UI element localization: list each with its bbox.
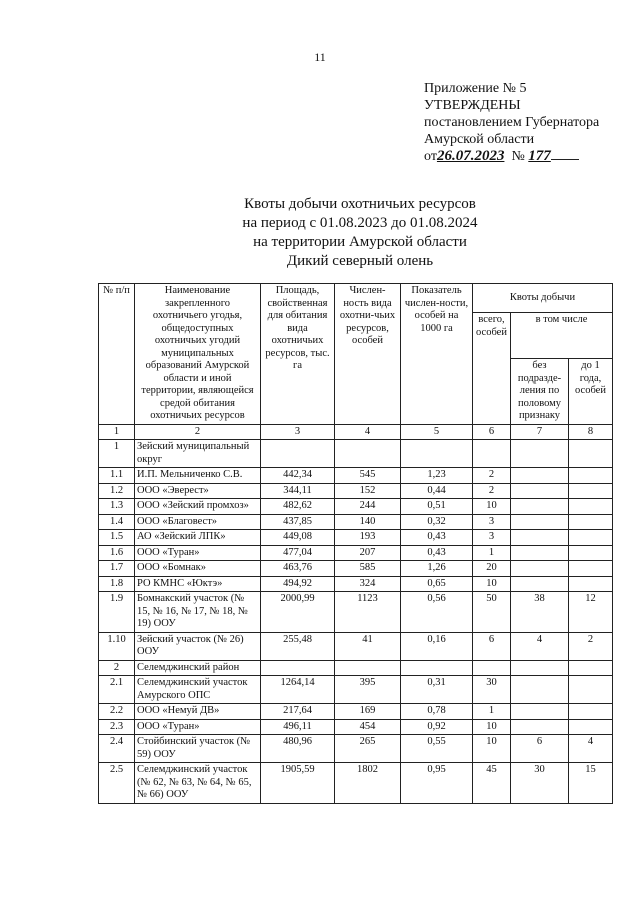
row-population: 244 (335, 499, 401, 515)
row-area (261, 440, 335, 468)
row-name: Селемджинский участок (№ 62, № 63, № 64, № 65, № 66) ООУ (135, 763, 261, 804)
row-name: И.П. Мельниченко С.В. (135, 468, 261, 484)
row-population: 545 (335, 468, 401, 484)
row-quota-under-one (569, 483, 613, 499)
column-number: 5 (401, 424, 473, 440)
row-area: 1264,14 (261, 676, 335, 704)
row-quota-under-one (569, 514, 613, 530)
row-area: 480,96 (261, 735, 335, 763)
row-name: ООО «Зейский промхоз» (135, 499, 261, 515)
row-density: 1,26 (401, 561, 473, 577)
row-quota-no-sex (511, 499, 569, 515)
table-row (99, 499, 613, 515)
row-population: 585 (335, 561, 401, 577)
row-number: 1.6 (99, 545, 135, 561)
row-area: 2000,99 (261, 592, 335, 633)
row-density: 0,95 (401, 763, 473, 804)
row-name: РО КМНС «Юктэ» (135, 576, 261, 592)
row-quota-total: 45 (473, 763, 511, 804)
row-quota-total: 20 (473, 561, 511, 577)
row-area: 494,92 (261, 576, 335, 592)
row-quota-under-one: 12 (569, 592, 613, 633)
approval-block (424, 80, 599, 165)
column-number: 4 (335, 424, 401, 440)
row-area: 463,76 (261, 561, 335, 577)
column-number: 1 (99, 424, 135, 440)
row-number: 2.3 (99, 719, 135, 735)
row-number: 2.5 (99, 763, 135, 804)
row-area: 442,34 (261, 468, 335, 484)
row-population: 169 (335, 704, 401, 720)
row-density: 0,16 (401, 632, 473, 660)
row-area: 437,85 (261, 514, 335, 530)
approved-label: УТВЕРЖДЕНЫ (424, 98, 521, 113)
row-quota-no-sex (511, 704, 569, 720)
row-number: 1.10 (99, 632, 135, 660)
row-name: ООО «Немуй ДВ» (135, 704, 261, 720)
row-number: 1.5 (99, 530, 135, 546)
row-density: 0,31 (401, 676, 473, 704)
row-population: 1802 (335, 763, 401, 804)
row-population (335, 440, 401, 468)
row-name: Селемджинский участок Амурского ОПС (135, 676, 261, 704)
row-population: 140 (335, 514, 401, 530)
row-population: 395 (335, 676, 401, 704)
row-quota-no-sex (511, 530, 569, 546)
row-quota-under-one (569, 561, 613, 577)
row-name: Селемджинский район (135, 660, 261, 676)
row-quota-total (473, 440, 511, 468)
header-population: Числен-ность вида охотни-чьих ресурсов, особей (335, 284, 401, 425)
header-no-sex: без подразде-ления по половому признаку (511, 359, 569, 425)
row-population: 41 (335, 632, 401, 660)
row-quota-no-sex (511, 545, 569, 561)
row-density: 0,51 (401, 499, 473, 515)
row-density: 0,56 (401, 592, 473, 633)
row-quota-under-one: 15 (569, 763, 613, 804)
row-number: 2 (99, 660, 135, 676)
row-population: 1123 (335, 592, 401, 633)
date-number-line (424, 148, 599, 165)
row-name: ООО «Бомнак» (135, 561, 261, 577)
table-row (99, 676, 613, 704)
header-area: Площадь, свойственная для обитания вида охотничьих ресурсов, тыс. га (261, 284, 335, 425)
row-quota-under-one (569, 530, 613, 546)
row-density: 0,43 (401, 545, 473, 561)
row-number: 1.4 (99, 514, 135, 530)
row-quota-no-sex (511, 440, 569, 468)
row-quota-under-one (569, 499, 613, 515)
row-name: Бомнакский участок (№ 15, № 16, № 17, № 18, № 19) ООУ (135, 592, 261, 633)
row-area: 477,04 (261, 545, 335, 561)
number-label: № (511, 149, 525, 164)
row-name: АО «Зейский ЛПК» (135, 530, 261, 546)
row-quota-no-sex: 30 (511, 763, 569, 804)
row-area: 449,08 (261, 530, 335, 546)
row-name: Зейский муниципальный округ (135, 440, 261, 468)
page-number: 11 (314, 50, 326, 64)
table-row (99, 576, 613, 592)
row-quota-total: 2 (473, 483, 511, 499)
row-area: 496,11 (261, 719, 335, 735)
row-population: 193 (335, 530, 401, 546)
table-row (99, 632, 613, 660)
document-title (0, 195, 640, 271)
row-area: 217,64 (261, 704, 335, 720)
handwritten-date: 26.07.2023 (436, 148, 505, 164)
row-number: 2.4 (99, 735, 135, 763)
row-quota-under-one (569, 440, 613, 468)
row-quota-under-one (569, 676, 613, 704)
table-row (99, 514, 613, 530)
appendix-label: Приложение № 5 (424, 81, 527, 96)
title-line-3: на территории Амурской области (253, 234, 467, 250)
table-row (99, 440, 613, 468)
handwritten-number: 177 (528, 148, 551, 164)
row-density: 0,78 (401, 704, 473, 720)
row-density: 0,32 (401, 514, 473, 530)
row-quota-total: 2 (473, 468, 511, 484)
row-quota-total: 3 (473, 514, 511, 530)
row-quota-total: 10 (473, 719, 511, 735)
header-name: Наименование закрепленного охотничьего угодья, общедоступных охотничьих угодий муниципальных образований Амурской области и иной территории, являющейся средой обитания охотничьих ресурсов (135, 284, 261, 425)
table-row (99, 592, 613, 633)
row-population: 454 (335, 719, 401, 735)
row-quota-total: 1 (473, 704, 511, 720)
table-row (99, 719, 613, 735)
row-quota-total: 10 (473, 499, 511, 515)
row-area: 255,48 (261, 632, 335, 660)
row-number: 1.1 (99, 468, 135, 484)
row-density: 0,92 (401, 719, 473, 735)
row-quota-total: 30 (473, 676, 511, 704)
table-row (99, 660, 613, 676)
row-quota-no-sex (511, 468, 569, 484)
column-number: 6 (473, 424, 511, 440)
header-total: всего, особей (473, 313, 511, 425)
row-quota-no-sex (511, 561, 569, 577)
row-number: 2.1 (99, 676, 135, 704)
row-quota-under-one (569, 576, 613, 592)
row-quota-total: 3 (473, 530, 511, 546)
from-label: от (424, 149, 437, 164)
table-row (99, 561, 613, 577)
title-line-4: Дикий северный олень (286, 253, 434, 269)
row-quota-total: 6 (473, 632, 511, 660)
row-quota-no-sex (511, 514, 569, 530)
row-quota-no-sex (511, 576, 569, 592)
row-number: 2.2 (99, 704, 135, 720)
row-density: 1,23 (401, 468, 473, 484)
row-quota-under-one (569, 660, 613, 676)
table-row (99, 468, 613, 484)
row-quota-under-one (569, 719, 613, 735)
column-number: 8 (569, 424, 613, 440)
row-quota-under-one (569, 704, 613, 720)
row-area: 344,11 (261, 483, 335, 499)
row-number: 1.8 (99, 576, 135, 592)
title-line-1: Квоты добычи охотничьих ресурсов (244, 196, 476, 212)
row-density (401, 440, 473, 468)
row-quota-total: 10 (473, 576, 511, 592)
row-population: 207 (335, 545, 401, 561)
table-row (99, 530, 613, 546)
row-population: 324 (335, 576, 401, 592)
header-under-one: до 1 года, особей (569, 359, 613, 425)
quota-table (98, 283, 613, 804)
row-quota-under-one (569, 545, 613, 561)
row-density: 0,44 (401, 483, 473, 499)
table-row (99, 545, 613, 561)
row-name: ООО «Благовест» (135, 514, 261, 530)
table-row (99, 483, 613, 499)
row-name: Стойбинский участок (№ 59) ООУ (135, 735, 261, 763)
row-density: 0,65 (401, 576, 473, 592)
row-quota-total: 10 (473, 735, 511, 763)
row-quota-no-sex: 38 (511, 592, 569, 633)
row-name: ООО «Туран» (135, 719, 261, 735)
title-line-2: на период с 01.08.2023 до 01.08.2024 (242, 215, 478, 231)
row-quota-no-sex: 4 (511, 632, 569, 660)
row-quota-under-one (569, 468, 613, 484)
row-quota-total: 50 (473, 592, 511, 633)
row-density: 0,55 (401, 735, 473, 763)
region-label: Амурской области (424, 132, 535, 147)
header-including: в том числе (511, 313, 613, 359)
row-quota-no-sex (511, 719, 569, 735)
row-density (401, 660, 473, 676)
row-number: 1.3 (99, 499, 135, 515)
row-quota-no-sex (511, 676, 569, 704)
column-number: 2 (135, 424, 261, 440)
row-population (335, 660, 401, 676)
table-row (99, 704, 613, 720)
table-row (99, 735, 613, 763)
row-quota-total: 1 (473, 545, 511, 561)
header-density: Показатель числен-ности, особей на 1000 га (401, 284, 473, 425)
row-name: ООО «Туран» (135, 545, 261, 561)
header-num: № п/п (99, 284, 135, 425)
row-number: 1 (99, 440, 135, 468)
table-row (99, 763, 613, 804)
row-quota-under-one: 4 (569, 735, 613, 763)
row-quota-under-one: 2 (569, 632, 613, 660)
row-name: Зейский участок (№ 26) ООУ (135, 632, 261, 660)
decree-label: постановлением Губернатора (424, 115, 600, 130)
row-number: 1.2 (99, 483, 135, 499)
row-number: 1.7 (99, 561, 135, 577)
row-number: 1.9 (99, 592, 135, 633)
row-quota-total (473, 660, 511, 676)
row-area: 1905,59 (261, 763, 335, 804)
row-area: 482,62 (261, 499, 335, 515)
header-quota: Квоты добычи (473, 284, 613, 313)
row-quota-no-sex (511, 660, 569, 676)
row-population: 265 (335, 735, 401, 763)
row-name: ООО «Эверест» (135, 483, 261, 499)
row-density: 0,43 (401, 530, 473, 546)
row-quota-no-sex: 6 (511, 735, 569, 763)
row-quota-no-sex (511, 483, 569, 499)
column-number: 7 (511, 424, 569, 440)
row-population: 152 (335, 483, 401, 499)
column-number: 3 (261, 424, 335, 440)
row-area (261, 660, 335, 676)
column-number-row (99, 424, 613, 440)
